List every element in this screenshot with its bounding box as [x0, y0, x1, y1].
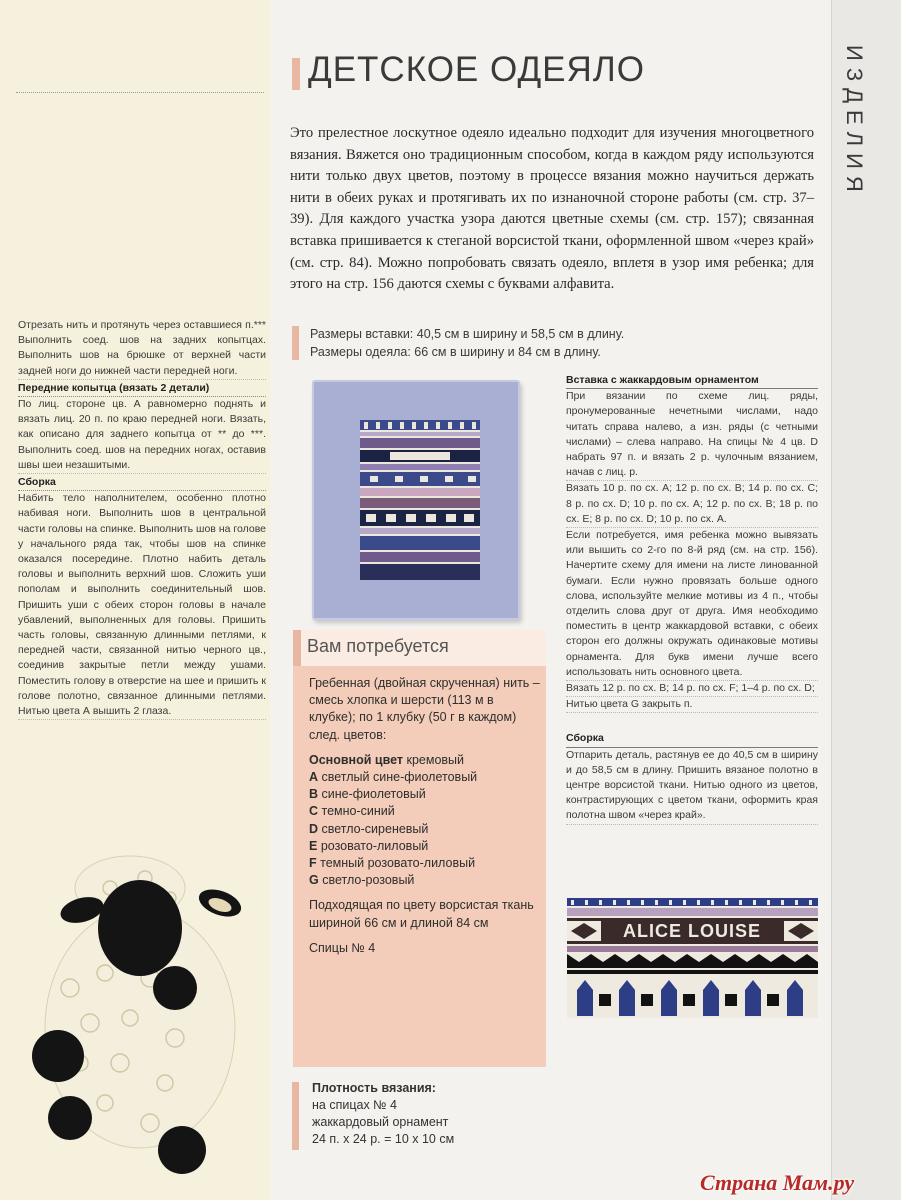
materials-header — [293, 630, 546, 666]
main-color-line — [309, 752, 541, 769]
density-line: на спицах № 4 — [312, 1098, 397, 1112]
section-label — [825, 45, 885, 205]
watermark: Страна Мам.ру — [700, 1170, 855, 1195]
yarn-description: Гребенная (двойная скрученная) нить – смесь хлопка и шерсти (113 м в клубке); по 1 клубку (50 г в каждом) след. цветов: — [309, 676, 540, 742]
paragraph: Отрезать нить и протянуть через оставшиеся п.*** Выполнить соед. шов на задних копытцах. Выполнить шов на брюшке от верхней части задней ноги до нижней части передней ноги. — [18, 318, 266, 380]
divider — [16, 92, 264, 93]
density-line: 24 п. х 24 р. = 10 х 10 см — [312, 1132, 455, 1146]
sizes-accent-bar — [292, 326, 299, 360]
paragraph: Нитью цвета G закрыть п. — [566, 697, 818, 713]
paragraph: По лиц. стороне цв. А равномерно поднять и вязать лиц. 20 п. по краю передней ноги. Вязать, как описано для заднего копытца от ** до ***. Выполнить соед. шов на передних ногах, оставив швы шеи незашитыми. — [18, 397, 266, 474]
needles-line: Спицы № 4 — [309, 940, 376, 955]
blanket-photo — [312, 380, 520, 620]
page-title: ДЕТСКОЕ ОДЕЯЛО — [308, 50, 645, 89]
insert-size: Размеры вставки: 40,5 см в ширину и 58,5 см в длину. — [310, 327, 625, 341]
title-accent-bar — [292, 58, 300, 90]
color-list-item: D светло-сиреневый — [309, 821, 429, 836]
swatch-name-text: ALICE LOUISE — [622, 921, 762, 941]
section-heading: Вставка с жаккардовым орнаментом — [566, 373, 818, 389]
left-column-text — [18, 318, 266, 720]
blanket-size: Размеры одеяла: 66 см в ширину и 84 см в длину. — [310, 345, 601, 359]
main-color-value: кремовый — [403, 752, 465, 767]
section-heading: Передние копытца (вязать 2 детали) — [18, 381, 266, 397]
right-column-text — [566, 373, 818, 825]
materials-title: Вам потребуется — [307, 636, 449, 656]
fabric-description: Подходящая по цвету ворсистая ткань шириной 66 см и длиной 84 см — [309, 898, 534, 930]
color-list-item: A светлый сине-фиолетовый — [309, 770, 478, 785]
paragraph: Если потребуется, имя ребенка можно вывязать или вышить со 2-го по 8-й ряд (см. на стр. 156). Начертите схему для имени на листе линованной бумаги. Если нужно провязать больше одного слова, используйте мелкие мотивы из 4 п., чтобы отделить слова друг от друга. Имя необходимо поместить в центр жаккардовой вставки, с обеих сторон его должны окружать одинаковые мотивы орнамента. Для букв имени лучше всего использовать нить основного цвета. — [566, 528, 818, 681]
density-block — [312, 1080, 454, 1148]
sheep-toy-image — [10, 848, 265, 1178]
color-list-item: B сине-фиолетовый — [309, 787, 426, 802]
color-list-item: G светло-розовый — [309, 873, 415, 888]
paragraph: Набить тело наполнителем, особенно плотно набивая ноги. Выполнить шов в центральной части головы на спинке. Выполнить шов на голове у начального ряда так, чтобы шов на спинке оказался посередине. Плотно набить деталь головы и выполнить верхний шов. Сложить уши пополам и выполнить соединительный шов. Пришить уши с обеих сторон головы в начале убавлений, выполненных для головы. Пришить часть головы, связанную длинными петлями, к передней части, связанной нитью черного цв., соединив закрытые петли между ушами. Поместить голову в отверстие на шее и пришить к голове полотно, связанное длинными петлями. Нитью цвета А вышить 2 глаза. — [18, 491, 266, 720]
color-list-item: F темный розовато-лиловый — [309, 856, 476, 871]
jacquard-insert-image — [360, 420, 480, 580]
intro-paragraph: Это прелестное лоскутное одеяло идеально подходит для изучения многоцветного вязания. Вяжется оно традиционным способом, когда в каждом ряду используются нити только двух цветов, поэтому в процессе вязания можно научиться держать нити в обеих руках и протягивать их по изнаночной стороне работы (см. стр. 37–39). Для каждого участка узора даются цветные схемы (см. стр. 157); связанная вставка пришивается к стеганой ворсистой ткани, оформленной швом «через край» (см. стр. 84). Можно попробовать связать одеяло, вплетя в узор имя ребенка; для этого на стр. 156 даются схемы с буквами алфавита. — [290, 125, 814, 293]
paragraph: Отпарить деталь, растянув ее до 40,5 см в ширину и до 58,5 см в длину. Пришить вязаное полотно в центре ворсистой ткани. Нитью одного из цветов, контрастирующих с цветом ткани, оформить края полотна швом «через край». — [566, 748, 818, 825]
materials-panel — [293, 630, 546, 1067]
color-list-item: E розовато-лиловый — [309, 838, 429, 853]
color-list-item: C темно-синий — [309, 804, 395, 819]
paragraph: Вязать 12 р. по сх. B; 14 р. по сх. F; 1–4 р. по сх. D; — [566, 681, 818, 697]
section-heading: Сборка — [566, 731, 818, 747]
main-color-label: Основной цвет — [309, 752, 404, 767]
density-accent-bar — [292, 1082, 299, 1150]
sizes-block — [310, 325, 624, 361]
density-label: Плотность вязания: — [312, 1081, 436, 1095]
paragraph: При вязании по схеме лиц. ряды, пронумерованные нечетными числами, надо читать справа налево, а изн. ряды (с четными числами) – слева направо. На спицы № 4 цв. D набрать 97 п. и вязать 2 р. чулочным вязанием, начав с лиц. р. — [566, 389, 818, 481]
materials-accent-bar — [293, 630, 301, 666]
knit-swatch-image — [567, 898, 818, 1018]
section-heading: Сборка — [18, 475, 266, 491]
paragraph: Вязать 10 р. по сх. A; 12 р. по сх. B; 14 р. по сх. C; 8 р. по сх. D; 10 р. по сх. A; 12 р. по сх. B; 18 р. по сх. E; 8 р. по сх. D; 10 р. по сх. A. — [566, 481, 818, 528]
density-line: жаккардовый орнамент — [312, 1115, 449, 1129]
section-label-text: ИЗДЕЛИЯ — [842, 45, 867, 199]
materials-body — [309, 675, 541, 957]
